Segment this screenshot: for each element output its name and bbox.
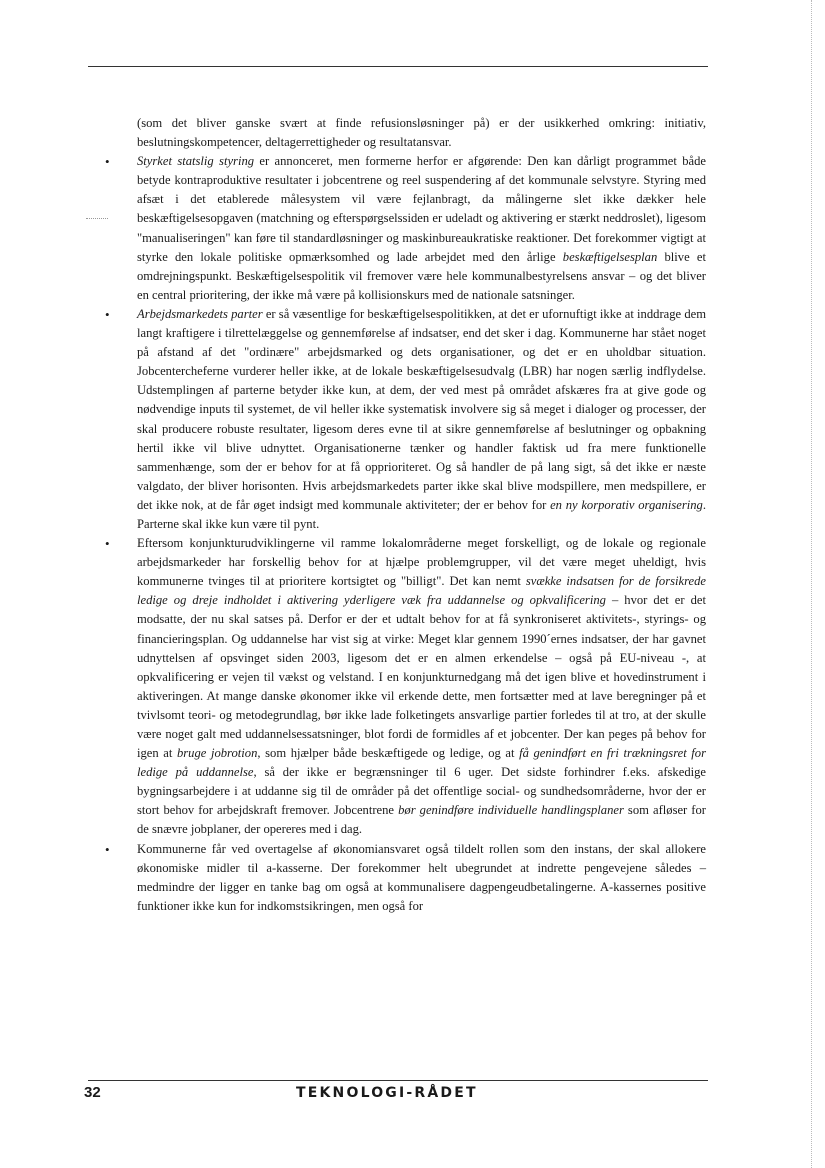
body-text: blive et omdrejningspunkt. Beskæftigelsespolitik vil fremover være hele kommunalbestyrelsens ansvar – og det bliver en central prioritering, der ikke må være på kollisionskurs med de nationale satsninger.	[137, 249, 706, 302]
bullet-oekonomiansvar	[105, 840, 706, 916]
top-rule	[88, 66, 708, 67]
emphasis-text: en ny korporativ organisering	[550, 497, 703, 512]
body-text: Eftersom konjunkturudviklingerne vil ramme lokalområderne meget forskelligt, og de lokale og regionale arbejdsmarkeder har forskellig behov for at hjælpe problemgrupper, vil det være meget uheldigt, hvis kommunerne tvinges til at prioritere kortsigtet og "billigt". Det kan nemt	[137, 536, 706, 589]
body-text: – hvor det er det modsatte, der nu skal satses på. Derfor er der et udtalt behov for at få synkroniseret aktivitets-, styrings- og financieringsplan. Og uddannelse har vist sig at virke: Meget klar gennem 1990´ernes indsatser, der har gavnet udnyttelsen af opsvinget siden 2003, ligesom det er en almen erkendelse – også på EU-niveau -, at opkvalificering er vejen til vækst og velstand. I en konjunkturnedgang må det igen blive et hovedinstrument i aktiveringen. At mange danske økonomer ikke vil erkende dette, men fortsætter med at lave beregninger på et tvivlsomt teori- og metodegrundlag, bør ikke lade folketingets ansvarlige partier forledes til at tro, at der skulle være noget galt med uddannelsessatsninger, blot fordi de formidles af et jobcenter. Der kan peges på behov for igen at	[137, 593, 706, 761]
emphasis-text: svække indsatsen for de forsikrede ledige og dreje indholdet i aktivering yderligere væk fra uddannelse og opkvalificering	[137, 574, 706, 608]
body-text: som afløser for de snævre jobplaner, der opereres med i dag.	[137, 803, 706, 837]
bullet-arbejdsmarkedets-parter	[105, 305, 706, 534]
page-number: 32	[84, 1084, 101, 1101]
emphasis-text: få genindført en fri trækningsret for ledige på uddannelse	[137, 746, 707, 780]
bullet-konjunkturudvikling	[105, 534, 707, 840]
bullet-mark: •	[105, 841, 110, 857]
body-text: Kommunerne får ved overtagelse af økonomiansvaret også tildelt rollen som den instans, der skal allokere økonomiske midler til a-kasserne. Der forekommer helt ubegrundet at indrette pengevejene således – medmindre der ligger en tanke bag om også at kommunalisere dagpengeudbetalingerne. A-kassernes positive funktioner ikke kun for indkomstsikringen, men også for	[137, 841, 706, 913]
body-text: . Parterne skal ikke kun være til pynt.	[137, 497, 706, 531]
footer-brand: TEKNOLOGI-RÅDET	[296, 1085, 478, 1101]
bullet-mark: •	[105, 306, 110, 322]
scan-edge-line	[811, 0, 813, 1168]
bullet-styrket-statslig-styring	[105, 152, 706, 305]
emphasis-text: bruge jobrotion	[176, 746, 258, 761]
emphasis-text: bør genindføre individuelle handlingsplaner	[398, 803, 624, 818]
emphasis-text: Styrket statslig styring	[137, 154, 255, 169]
body-text: er annonceret, men formerne herfor er afgørende: Den kan dårligt programmet både betyde kontraproduktive resultater i jobcentrene og reel suspendering af det kommunale selvstyre. Styring med afsæt i det etablerede målesystem vil være fejlanbragt, da målingerne slet ikke dækker hele beskæftigelsesopgaven (matchning og efterspørgselssiden er udeladt og aktivering er stærkt neddroslet), ligesom "manualiseringen" kan føre til standardløsninger og maskinbureaukratiske reaktioner. Det forekommer vigtigt at styrke den lokale politiske opmærksomhed og lade arbejdet med den årlige	[137, 154, 706, 264]
body-text: er så væsentlige for beskæftigelsespolitikken, at det er ufornuftigt ikke at inddrage dem langt kraftigere i tilrettelæggelse og gennemførelse af indsatser, end det sker i dag. Kommunerne har stået noget på afstand af det "ordinære" arbejdsmarked og dets organisationer, og det er en uholdbar situation. Jobcentercheferne vurderer heller ikke, at de lokale beskæftigelsesudvalg (LBR) har nogen særlig indflydelse. Udstemplingen af parterne betyder ikke kun, at dem, der ved mest på området afskæres fra at give gode og nødvendige inputs til systemet, de vil heller ikke systematisk involvere sig så meget i dialoger og processer, der skal producere robuste resultater, ligesom deres evne til at sikre gennemførelse af beslutninger og opbakning hertil ikke vil blive udnyttet. Organisationerne tænker og handler faktisk ud fra mere funktionelle sammenhænge, som der er behov for at få opprioriteret. Og så handler de på lang sigt, så det ikke er næste valgdato, der bliver horisonten. Hvis arbejdsmarkedets parter ikke skal blive modspillere, men medspillere, er det ikke nok, at de får øget indsigt med kommunale aktiviteter; der er behov for	[137, 306, 706, 512]
margin-scan-mark	[86, 218, 108, 219]
bullet-mark: •	[105, 536, 110, 552]
body-text: , som hjælper både beskæftigede og ledige, og at	[257, 746, 520, 761]
emphasis-text: beskæftigelsesplan	[562, 249, 658, 264]
continuation-paragraph: (som det bliver ganske svært at finde refusionsløsninger på) er der usikkerhed omkring: initiativ, beslutningskompetencer, deltagerrettigheder og resultatansvar.	[137, 116, 706, 150]
emphasis-text: Arbejdsmarkedets parter	[137, 306, 263, 321]
page-body	[105, 114, 707, 916]
bullet-mark: •	[105, 154, 110, 170]
body-text: , så der ikke er begrænsninger til 6 uger. Det sidste forhindrer f.eks. afskedige bygningsarbejdere i at uddanne sig til de områder på det offentlige social- og sundhedsområderne, hvor der er stort behov for arbejdskraft fremover. Jobcentrene	[137, 765, 707, 818]
footer-rule	[88, 1080, 708, 1081]
